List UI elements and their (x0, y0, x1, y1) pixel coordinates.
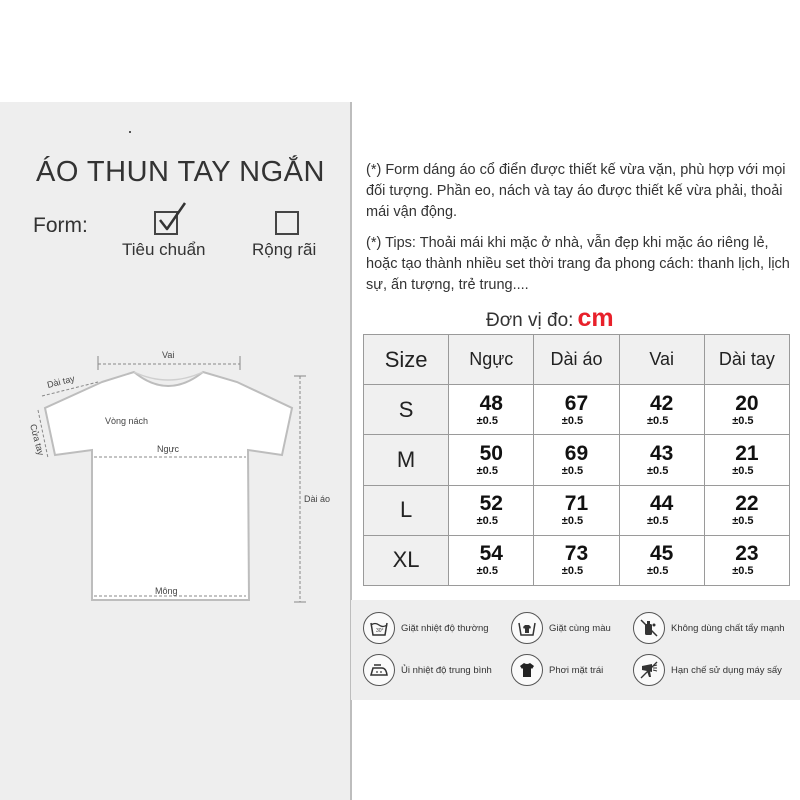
chest-label: Ngực (157, 444, 180, 454)
size-name: M (364, 435, 449, 485)
tshirt-measurement-diagram (0, 330, 351, 620)
tshirt-outline (45, 372, 292, 600)
iron-medium-icon (363, 654, 395, 686)
care-item (633, 612, 785, 644)
wash-normal-icon (363, 612, 395, 644)
dry-inside-out-icon (511, 654, 543, 686)
care-item (363, 654, 492, 686)
table-cell: 22 ±0.5 (704, 485, 789, 535)
care-label: Không dùng chất tẩy mạnh (671, 622, 785, 634)
svg-text:30°: 30° (376, 628, 384, 634)
care-label: Hạn chế sử dụng máy sấy (671, 664, 782, 676)
care-label: Giặt cùng màu (549, 622, 611, 634)
care-label: Phơi mặt trái (549, 664, 604, 676)
sleeve-length-label: Dài tay (46, 373, 76, 390)
care-instructions (351, 600, 800, 700)
table-header-row (364, 335, 790, 385)
unit-value: cm (577, 304, 614, 332)
option-relaxed-label: Rộng rãi (252, 240, 317, 259)
size-name: S (364, 385, 449, 435)
header-shoulder: Vai (619, 335, 704, 385)
table-cell: 67 ±0.5 (534, 385, 619, 435)
table-cell: 73 ±0.5 (534, 535, 619, 585)
table-cell: 43 ±0.5 (619, 435, 704, 485)
note-tips: (*) Tips: Thoải mái khi mặc ở nhà, vẫn đẹp khi mặc áo riêng lẻ, hoặc tạo thành nhiều set thời trang đa phong cách: thanh lịch, lịch sự, ấn tượng, trẻ trung.... (366, 235, 790, 293)
care-item (511, 612, 611, 644)
size-name: XL (364, 535, 449, 585)
checkmark-icon (154, 200, 190, 236)
table-row (364, 535, 790, 585)
table-cell: 69 ±0.5 (534, 435, 619, 485)
table-cell: 42 ±0.5 (619, 385, 704, 435)
no-bleach-icon (633, 612, 665, 644)
product-notes (366, 160, 796, 306)
page-title: ÁO THUN TAY NGẮN (36, 156, 325, 188)
care-item (511, 654, 603, 686)
table-cell: 54 ±0.5 (449, 535, 534, 585)
table-cell: 21 ±0.5 (704, 435, 789, 485)
limit-dryer-icon (633, 654, 665, 686)
body-length-label: Dài áo (304, 494, 331, 504)
table-cell: 20 ±0.5 (704, 385, 789, 435)
size-name: L (364, 485, 449, 535)
header-chest: Ngực (449, 335, 534, 385)
care-label: Ủi nhiệt độ trung bình (401, 664, 492, 676)
hip-label: Mông (155, 586, 178, 596)
care-label: Giặt nhiệt độ thường (401, 622, 489, 634)
header-sleeve: Dài tay (704, 335, 789, 385)
care-item (633, 654, 782, 686)
wash-same-color-icon (511, 612, 543, 644)
table-cell: 71 ±0.5 (534, 485, 619, 535)
table-row (364, 385, 790, 435)
checkbox-relaxed[interactable] (275, 211, 299, 235)
header-size: Size (364, 335, 449, 385)
decorative-dot (129, 131, 131, 133)
shoulder-label: Vai (162, 350, 175, 360)
option-standard-label: Tiêu chuẩn (122, 240, 206, 259)
header-length: Dài áo (534, 335, 619, 385)
table-cell: 50 ±0.5 (449, 435, 534, 485)
armhole-label: Vòng nách (105, 416, 149, 426)
table-cell: 48 ±0.5 (449, 385, 534, 435)
table-cell: 45 ±0.5 (619, 535, 704, 585)
size-table (363, 334, 790, 586)
note-form: (*) Form dáng áo cổ điển được thiết kế vừa vặn, phù hợp với mọi đối tượng. Phần eo, nách và tay áo được thiết kế vừa phải, thoải mái vận động. (366, 162, 786, 220)
table-row (364, 485, 790, 535)
table-cell: 52 ±0.5 (449, 485, 534, 535)
table-cell: 44 ±0.5 (619, 485, 704, 535)
cuff-label: Cửa tay (28, 422, 47, 457)
unit-label: Đơn vị đo: (486, 310, 574, 331)
table-cell: 23 ±0.5 (704, 535, 789, 585)
measurement-unit (486, 304, 614, 333)
table-row (364, 435, 790, 485)
form-label: Form: (33, 214, 88, 237)
care-item (363, 612, 489, 644)
